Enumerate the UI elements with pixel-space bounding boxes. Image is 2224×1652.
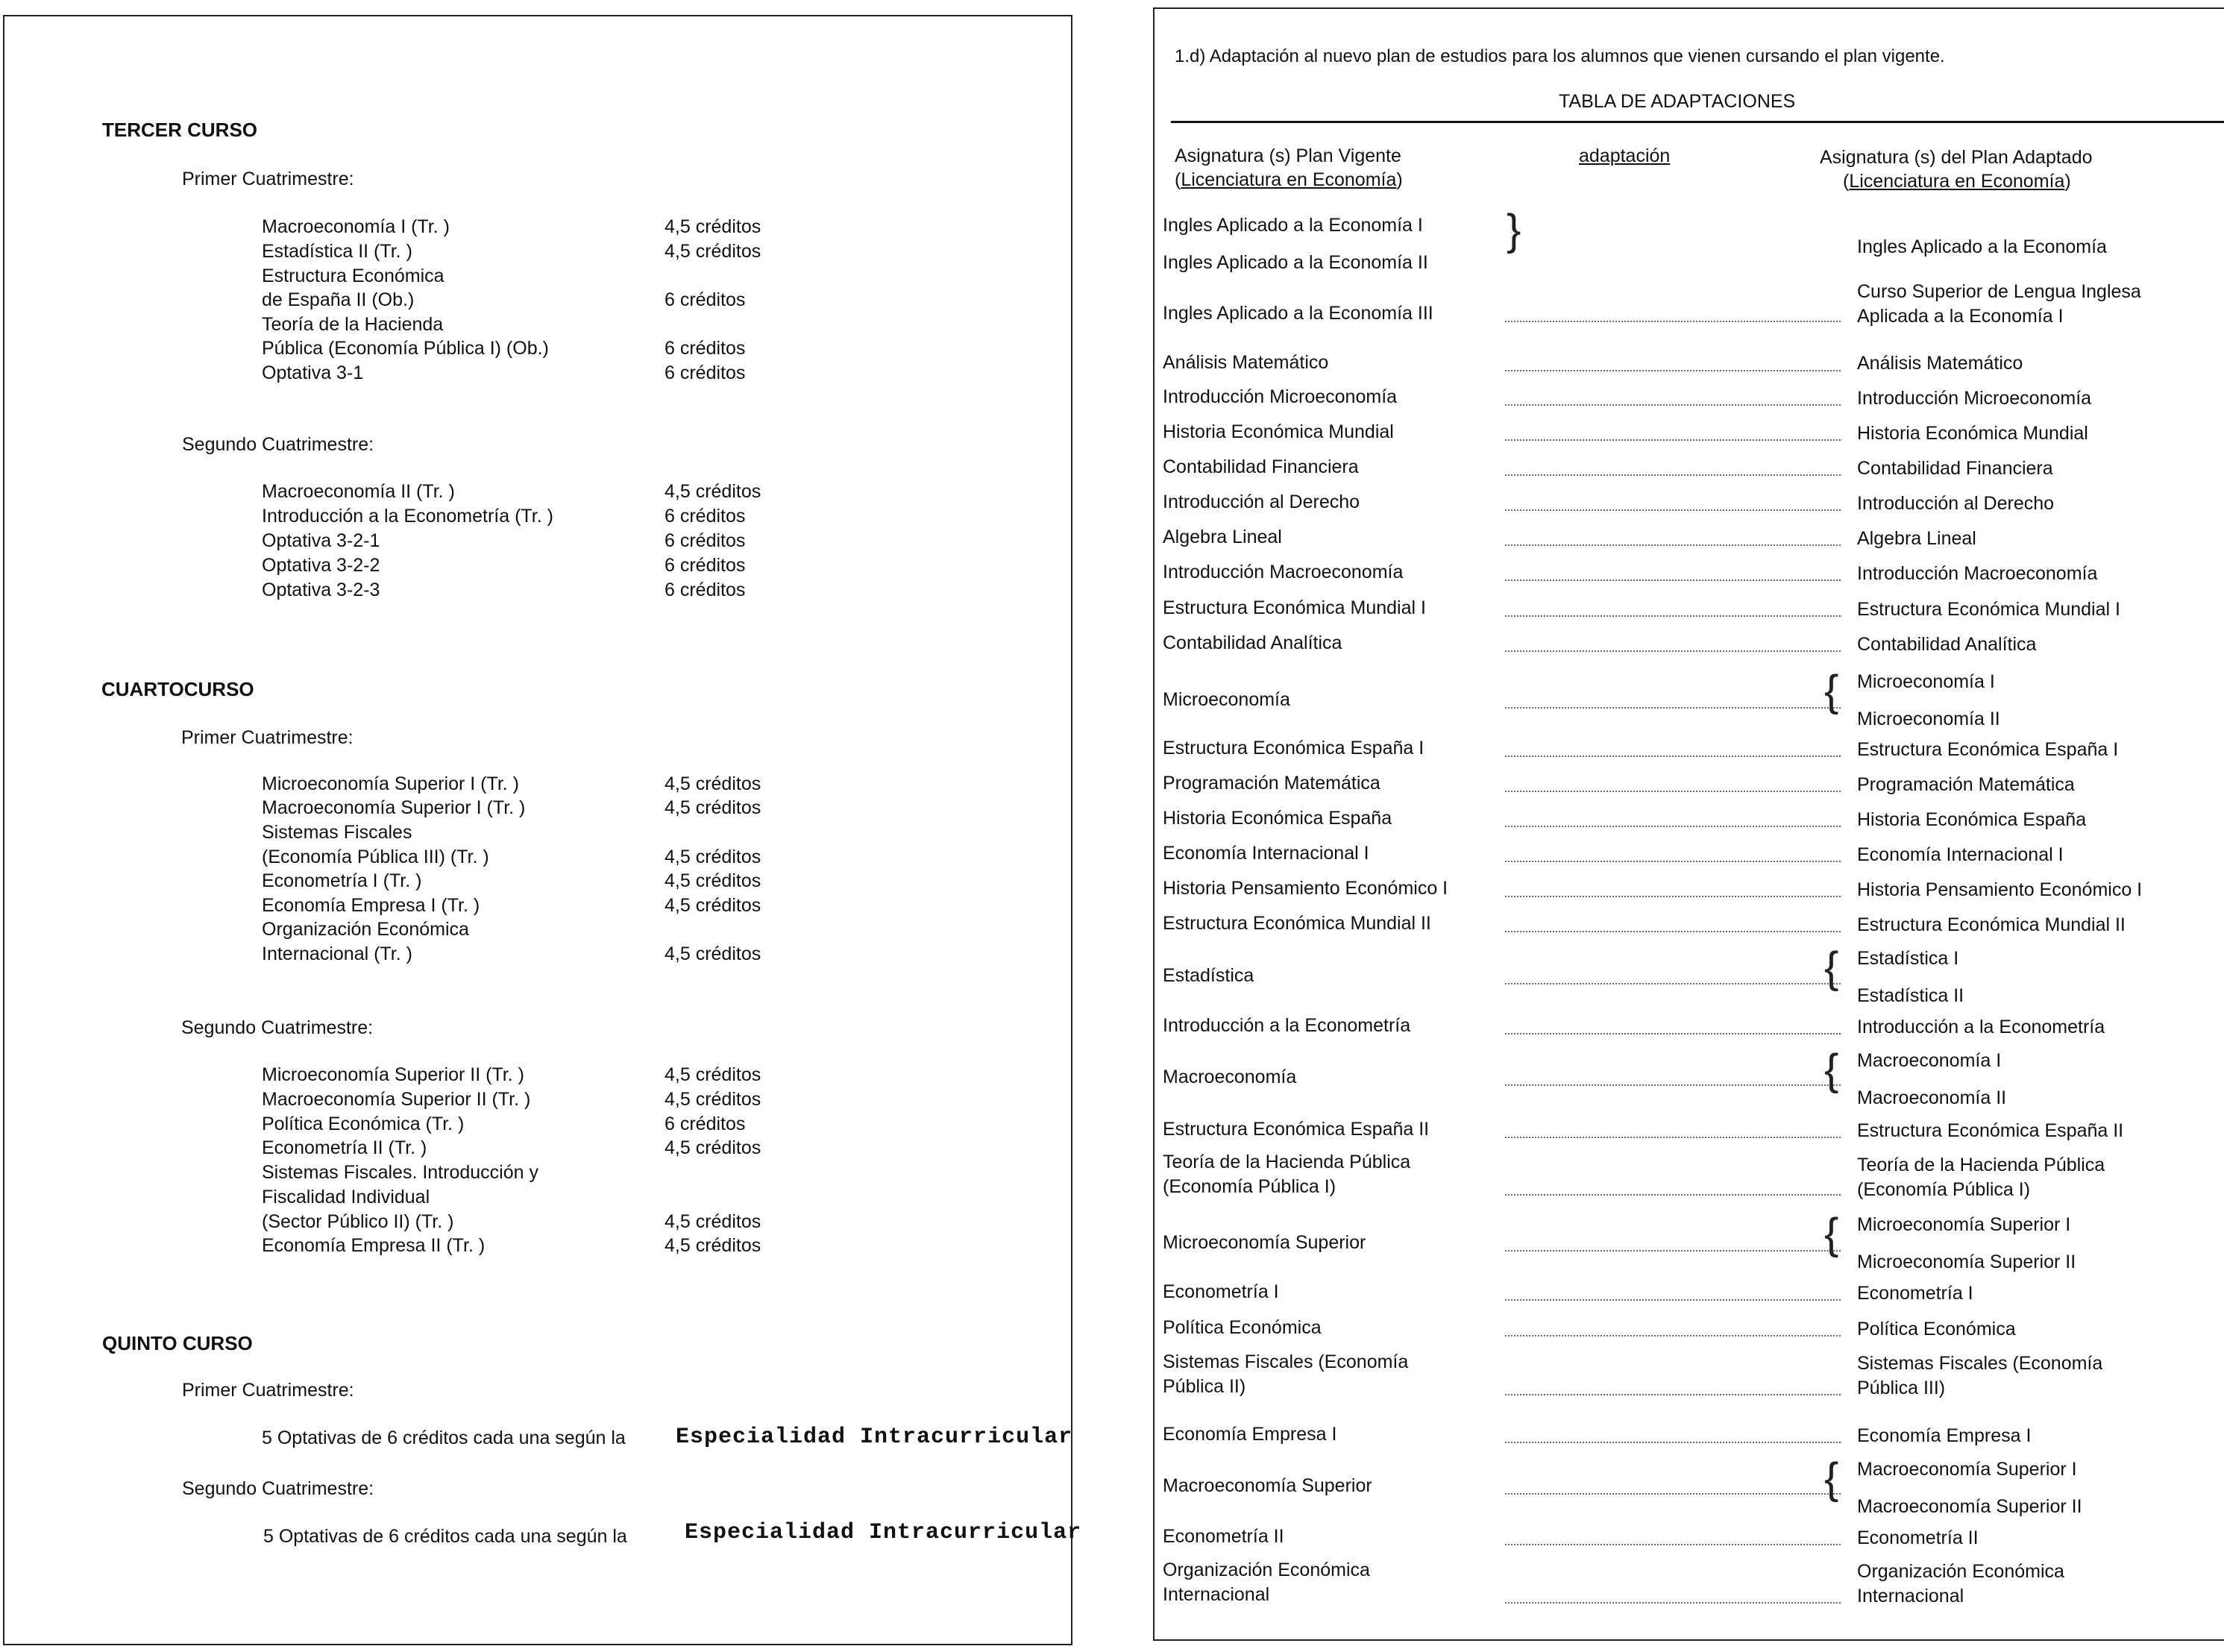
brace-icon: } [1507, 206, 1521, 254]
cuatrimestre-label: Primer Cuatrimestre: [182, 169, 354, 189]
adaptado-subject: Macroeconomía Superior I [1857, 1459, 2077, 1480]
adaptado-subject: Internacional [1857, 1586, 1964, 1607]
credits: 4,5 créditos [665, 943, 761, 964]
col-header-adaptacion: adaptación [1579, 145, 1671, 166]
subject: Econometría I (Tr. ) [262, 870, 422, 891]
brace-icon: { [1824, 1210, 1839, 1258]
vigente-subject: Sistemas Fiscales (Economía [1163, 1351, 1409, 1372]
credits: 4,5 créditos [665, 216, 761, 237]
optativas-text: 5 Optativas de 6 créditos cada una según la [262, 1428, 626, 1448]
dotted-leader [1505, 1033, 1841, 1034]
subject: Sistemas Fiscales [262, 822, 412, 843]
table-title: TABLA DE ADAPTACIONES [1559, 91, 1796, 112]
section-title-quinto: QUINTO CURSO [102, 1332, 253, 1354]
dotted-leader [1505, 650, 1841, 652]
adaptado-subject: Estructura Económica España I [1857, 739, 2119, 760]
subject: Optativa 3-2-3 [262, 580, 380, 600]
vigente-subject: Economía Empresa I [1163, 1424, 1337, 1445]
adaptado-subject: Programación Matemática [1857, 774, 2075, 795]
subject: (Sector Público II) (Tr. ) [262, 1211, 454, 1232]
vigente-subject: Ingles Aplicado a la Economía II [1163, 252, 1428, 273]
dotted-leader [1505, 404, 1841, 406]
section-title-tercer: TERCER CURSO [102, 119, 258, 141]
vigente-subject: Introducción a la Econometría [1163, 1015, 1411, 1036]
subject: Sistemas Fiscales. Introducción y [262, 1162, 538, 1183]
adaptado-subject: Economía Empresa I [1857, 1425, 2032, 1446]
dotted-leader [1505, 861, 1841, 862]
adaptado-subject: Política Económica [1857, 1319, 2016, 1339]
subject: Optativa 3-2-2 [262, 555, 380, 576]
subject: Economía Empresa II (Tr. ) [262, 1235, 486, 1256]
dotted-leader [1505, 896, 1841, 897]
dotted-leader [1505, 321, 1841, 322]
adaptado-subject: Microeconomía Superior I [1857, 1214, 2071, 1235]
dotted-leader [1505, 370, 1841, 371]
adaptado-subject: Introducción al Derecho [1857, 493, 2055, 514]
credits: 4,5 créditos [665, 847, 761, 867]
adaptado-subject: Aplicada a la Economía I [1857, 306, 2064, 327]
adaptado-subject: Estructura Económica Mundial II [1857, 914, 2126, 935]
subject: Organización Económica [262, 919, 469, 940]
dotted-leader [1505, 1602, 1841, 1604]
vigente-subject: Contabilidad Analítica [1163, 632, 1342, 653]
subject: Econometría II (Tr. ) [262, 1137, 427, 1158]
subject: Optativa 3-2-1 [262, 530, 380, 551]
adaptado-subject: Macroeconomía II [1857, 1087, 2007, 1108]
adaptado-subject: Estadística I [1857, 948, 1959, 969]
vigente-subject: Pública II) [1163, 1376, 1246, 1397]
subject: de España II (Ob.) [262, 289, 415, 310]
adaptado-subject: Estructura Económica España II [1857, 1120, 2124, 1141]
adaptado-subject: Teoría de la Hacienda Pública [1857, 1155, 2105, 1175]
vigente-subject: Estadística [1163, 965, 1254, 986]
credits: 4,5 créditos [665, 1211, 761, 1232]
credits: 6 créditos [665, 555, 746, 576]
especialidad-text: Especialidad Intracurricular [685, 1520, 1082, 1545]
dotted-leader [1505, 1335, 1841, 1337]
adaptado-subject: Organización Económica [1857, 1561, 2064, 1582]
adaptado-subject: Microeconomía I [1857, 671, 1995, 692]
vigente-subject: Contabilidad Financiera [1163, 456, 1359, 477]
subject: Política Económica (Tr. ) [262, 1114, 465, 1134]
vigente-subject: Política Económica [1163, 1317, 1322, 1338]
adaptado-subject: Análisis Matemático [1857, 353, 2023, 374]
dotted-leader [1505, 1493, 1841, 1495]
subject: Economía Empresa I (Tr. ) [262, 895, 480, 916]
subject: Internacional (Tr. ) [262, 943, 412, 964]
subject: Introducción a la Econometría (Tr. ) [262, 506, 553, 527]
dotted-leader [1505, 544, 1841, 546]
credits: 4,5 créditos [665, 773, 761, 794]
col-header-vigente: Asignatura (s) Plan Vigente [1175, 145, 1401, 166]
adaptado-subject: Estructura Económica Mundial I [1857, 599, 2120, 620]
credits: 6 créditos [665, 362, 746, 383]
adaptado-subject: Contabilidad Analítica [1857, 634, 2037, 655]
dotted-leader [1505, 1250, 1841, 1251]
adaptado-subject: Macroeconomía I [1857, 1050, 2002, 1071]
dotted-leader [1505, 1299, 1841, 1301]
credits: 4,5 créditos [665, 1235, 761, 1256]
dotted-leader [1505, 1194, 1841, 1196]
cuatrimestre-label: Segundo Cuatrimestre: [182, 1478, 374, 1499]
dotted-leader [1505, 826, 1841, 827]
cuatrimestre-label: Primer Cuatrimestre: [181, 727, 354, 748]
adaptado-subject: Algebra Lineal [1857, 528, 1976, 549]
adaptado-subject: Ingles Aplicado a la Economía [1857, 236, 2107, 257]
col-header-adaptado: Asignatura (s) del Plan Adaptado [1820, 147, 2093, 168]
credits: 6 créditos [665, 530, 746, 551]
adaptado-subject: Curso Superior de Lengua Inglesa [1857, 281, 2141, 302]
subject: Macroeconomía Superior II (Tr. ) [262, 1089, 531, 1110]
credits: 6 créditos [665, 506, 746, 527]
dotted-leader [1505, 791, 1841, 792]
left-page [3, 15, 1082, 1645]
right-page [1153, 7, 2224, 1641]
vigente-subject: Historia Pensamiento Económico I [1163, 878, 1448, 899]
subject: Macroeconomía II (Tr. ) [262, 481, 455, 502]
subject: (Economía Pública III) (Tr. ) [262, 847, 489, 867]
subject: Macroeconomía Superior I (Tr. ) [262, 797, 526, 818]
col-header-vigente-sub: (Licenciatura en Economía) [1175, 169, 1403, 190]
vigente-subject: Microeconomía Superior [1163, 1232, 1366, 1253]
section-title-cuarto: CUARTOCURSO [101, 678, 254, 700]
dotted-leader [1505, 1084, 1841, 1086]
credits: 4,5 créditos [665, 797, 761, 818]
table-title-rule [1171, 121, 2224, 123]
vigente-subject: Internacional [1163, 1584, 1270, 1605]
brace-icon: { [1824, 1454, 1839, 1503]
subject: Pública (Economía Pública I) (Ob.) [262, 338, 549, 359]
adaptado-subject: Econometría I [1857, 1283, 1973, 1304]
vigente-subject: Introducción al Derecho [1163, 491, 1360, 512]
dotted-leader [1505, 756, 1841, 757]
vigente-subject: Organización Económica [1163, 1560, 1370, 1580]
vigente-subject: Microeconomía [1163, 689, 1290, 710]
cuatrimestre-label: Segundo Cuatrimestre: [181, 1017, 374, 1038]
subject: Macroeconomía I (Tr. ) [262, 216, 450, 237]
brace-icon: { [1824, 1046, 1839, 1094]
dotted-leader [1505, 580, 1841, 581]
subject: Estructura Económica [262, 266, 445, 286]
vigente-subject: Estructura Económica España II [1163, 1119, 1430, 1140]
vigente-subject: Introducción Microeconomía [1163, 386, 1398, 407]
vigente-subject: Ingles Aplicado a la Economía I [1163, 215, 1423, 236]
vigente-subject: Estructura Económica España I [1163, 738, 1424, 759]
adaptado-subject: Microeconomía II [1857, 709, 2000, 729]
subject: Microeconomía Superior II (Tr. ) [262, 1064, 524, 1085]
credits: 6 créditos [665, 1114, 746, 1134]
credits: 4,5 créditos [665, 1064, 761, 1085]
credits: 4,5 créditos [665, 241, 761, 262]
vigente-subject: Economía Internacional I [1163, 843, 1369, 864]
credits: 4,5 créditos [665, 481, 761, 502]
adaptado-subject: Macroeconomía Superior II [1857, 1496, 2082, 1517]
dotted-leader [1505, 931, 1841, 932]
adaptado-subject: Historia Económica Mundial [1857, 423, 2088, 444]
intro-text: 1.d) Adaptación al nuevo plan de estudios para los alumnos que vienen cursando el plan vigente. [1175, 46, 1945, 66]
dotted-leader [1505, 615, 1841, 617]
dotted-leader [1505, 1544, 1841, 1545]
vigente-subject: Estructura Económica Mundial II [1163, 913, 1431, 934]
vigente-subject: Macroeconomía [1163, 1067, 1297, 1087]
vigente-subject: Econometría I [1163, 1281, 1279, 1302]
dotted-leader [1505, 509, 1841, 511]
brace-icon: { [1824, 943, 1839, 992]
vigente-subject: Historia Económica Mundial [1163, 421, 1394, 442]
vigente-subject: (Economía Pública I) [1163, 1176, 1336, 1197]
vigente-subject: Programación Matemática [1163, 773, 1380, 794]
adaptado-subject: Introducción Macroeconomía [1857, 563, 2098, 584]
adaptado-subject: Introducción a la Econometría [1857, 1017, 2105, 1037]
credits: 4,5 créditos [665, 1137, 761, 1158]
vigente-subject: Historia Económica España [1163, 808, 1392, 829]
credits: 4,5 créditos [665, 1089, 761, 1110]
vigente-subject: Econometría II [1163, 1526, 1284, 1547]
adaptado-subject: Microeconomía Superior II [1857, 1251, 2076, 1272]
adaptado-subject: Introducción Microeconomía [1857, 388, 2092, 409]
dotted-leader [1505, 1137, 1841, 1138]
credits: 6 créditos [665, 289, 746, 310]
subject: Fiscalidad Individual [262, 1187, 430, 1207]
dotted-leader [1505, 474, 1841, 476]
dotted-leader [1505, 1394, 1841, 1395]
subject: Teoría de la Hacienda [262, 314, 444, 335]
adaptado-subject: Historia Pensamiento Económico I [1857, 879, 2143, 900]
adaptado-subject: Contabilidad Financiera [1857, 458, 2053, 479]
cuatrimestre-label: Primer Cuatrimestre: [182, 1380, 354, 1401]
dotted-leader [1505, 439, 1841, 441]
adaptado-subject: (Economía Pública I) [1857, 1179, 2031, 1200]
subject: Optativa 3-1 [262, 362, 364, 383]
vigente-subject: Algebra Lineal [1163, 527, 1282, 547]
adaptado-subject: Estadística II [1857, 985, 1964, 1006]
adaptado-subject: Sistemas Fiscales (Economía [1857, 1353, 2103, 1374]
credits: 4,5 créditos [665, 870, 761, 891]
especialidad-text: Especialidad Intracurricular [676, 1425, 1073, 1450]
vigente-subject: Teoría de la Hacienda Pública [1163, 1152, 1411, 1172]
vigente-subject: Introducción Macroeconomía [1163, 562, 1404, 582]
brace-icon: { [1824, 667, 1839, 715]
vigente-subject: Macroeconomía Superior [1163, 1475, 1372, 1496]
dotted-leader [1505, 1442, 1841, 1443]
credits: 4,5 créditos [665, 895, 761, 916]
dotted-leader [1505, 707, 1841, 709]
adaptado-subject: Historia Económica España [1857, 809, 2087, 830]
cuatrimestre-label: Segundo Cuatrimestre: [182, 434, 374, 455]
dotted-leader [1505, 983, 1841, 984]
vigente-subject: Estructura Económica Mundial I [1163, 597, 1426, 618]
vigente-subject: Ingles Aplicado a la Economía III [1163, 303, 1433, 324]
optativas-text: 5 Optativas de 6 créditos cada una según la [263, 1526, 627, 1547]
subject: Estadística II (Tr. ) [262, 241, 412, 262]
col-header-vigente-sub-text: Licenciatura en Economía [1181, 169, 1397, 190]
credits: 6 créditos [665, 338, 746, 359]
adaptado-subject: Pública III) [1857, 1378, 1946, 1398]
adaptado-subject: Econometría II [1857, 1527, 1979, 1548]
col-header-adaptado-sub-text: Licenciatura en Economía [1849, 171, 2065, 192]
subject: Microeconomía Superior I (Tr. ) [262, 773, 520, 794]
adaptado-subject: Economía Internacional I [1857, 844, 2064, 865]
vigente-subject: Análisis Matemático [1163, 352, 1329, 373]
col-header-adaptado-sub: (Licenciatura en Economía) [1843, 171, 2071, 192]
credits: 6 créditos [665, 580, 746, 600]
